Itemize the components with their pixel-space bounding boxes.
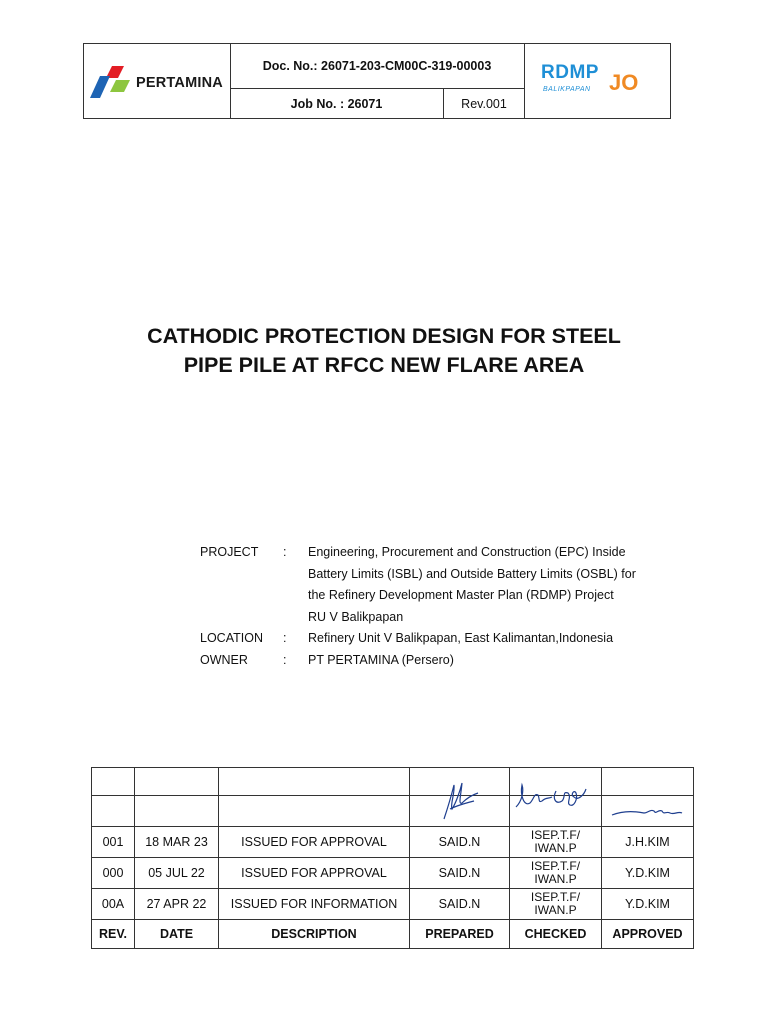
location-value: Refinery Unit V Balikpapan, East Kalimantan,Indonesia bbox=[308, 631, 614, 645]
company-name: PERTAMINA bbox=[136, 75, 223, 91]
signature-approved-icon bbox=[608, 801, 688, 821]
header-approved: APPROVED bbox=[602, 920, 694, 949]
rdmp-logo-text: RDMP bbox=[541, 62, 599, 83]
owner-label: OWNER bbox=[200, 652, 248, 667]
approved-signature-cell bbox=[602, 796, 694, 827]
pertamina-logo-cell bbox=[84, 44, 231, 118]
project-line: Engineering, Procurement and Construction (EPC) Inside bbox=[308, 545, 626, 559]
project-line: Battery Limits (ISBL) and Outside Battery Limits (OSBL) for bbox=[308, 566, 636, 581]
location-label: LOCATION bbox=[200, 631, 263, 645]
document-title bbox=[60, 322, 708, 380]
table-row-empty bbox=[92, 768, 694, 796]
owner-row bbox=[200, 650, 670, 672]
project-line: RU V Balikpapan bbox=[308, 609, 404, 624]
table-row: 00A 27 APR 22 ISSUED FOR INFORMATION SAID.N ISEP.T.F/ IWAN.P Y.D.KIM bbox=[92, 889, 694, 920]
doc-info bbox=[230, 44, 525, 118]
table-row: 000 05 JUL 22 ISSUED FOR APPROVAL SAID.N ISEP.T.F/ IWAN.P Y.D.KIM bbox=[92, 858, 694, 889]
rdmp-jo-logo bbox=[541, 60, 657, 102]
revision-number: Rev.001 bbox=[461, 96, 507, 111]
doc-number: Doc. No.: 26071-203-CM00C-319-00003 bbox=[230, 44, 524, 89]
location-row bbox=[200, 628, 670, 650]
project-label: PROJECT bbox=[200, 545, 259, 559]
document-header bbox=[83, 43, 671, 119]
prepared-signature-cell bbox=[410, 796, 510, 827]
table-row-signatures bbox=[92, 796, 694, 827]
rdmp-logo-cell bbox=[525, 44, 671, 118]
header-checked: CHECKED bbox=[510, 920, 602, 949]
project-line: the Refinery Development Master Plan (RDMP) Project bbox=[308, 588, 614, 602]
rdmp-logo-subtext: BALIKPAPAN bbox=[543, 86, 591, 93]
header-date: DATE bbox=[135, 920, 219, 949]
signature-prepared-icon bbox=[430, 779, 490, 825]
header-rev: REV. bbox=[92, 920, 135, 949]
pertamina-logo bbox=[90, 64, 226, 100]
colon: : bbox=[283, 652, 287, 667]
signature-checked-icon bbox=[512, 781, 600, 825]
checked-signature-cell bbox=[510, 796, 602, 827]
project-row bbox=[200, 542, 670, 628]
table-row: 001 18 MAR 23 ISSUED FOR APPROVAL SAID.N ISEP.T.F/ IWAN.P J.H.KIM bbox=[92, 827, 694, 858]
jo-logo-text: JO bbox=[609, 70, 639, 95]
title-line-2: PIPE PILE AT RFCC NEW FLARE AREA bbox=[183, 353, 585, 377]
table-header-row bbox=[92, 920, 694, 949]
pertamina-logo-mark-icon bbox=[90, 64, 130, 100]
colon: : bbox=[283, 545, 287, 559]
project-info bbox=[200, 542, 670, 671]
header-prepared: PREPARED bbox=[410, 920, 510, 949]
owner-value: PT PERTAMINA (Persero) bbox=[308, 652, 454, 667]
job-number: Job No. : 26071 bbox=[230, 89, 444, 118]
colon: : bbox=[283, 631, 287, 645]
header-description: DESCRIPTION bbox=[219, 920, 410, 949]
revision-table bbox=[91, 767, 694, 949]
title-line-1: CATHODIC PROTECTION DESIGN FOR STEEL bbox=[147, 324, 621, 348]
